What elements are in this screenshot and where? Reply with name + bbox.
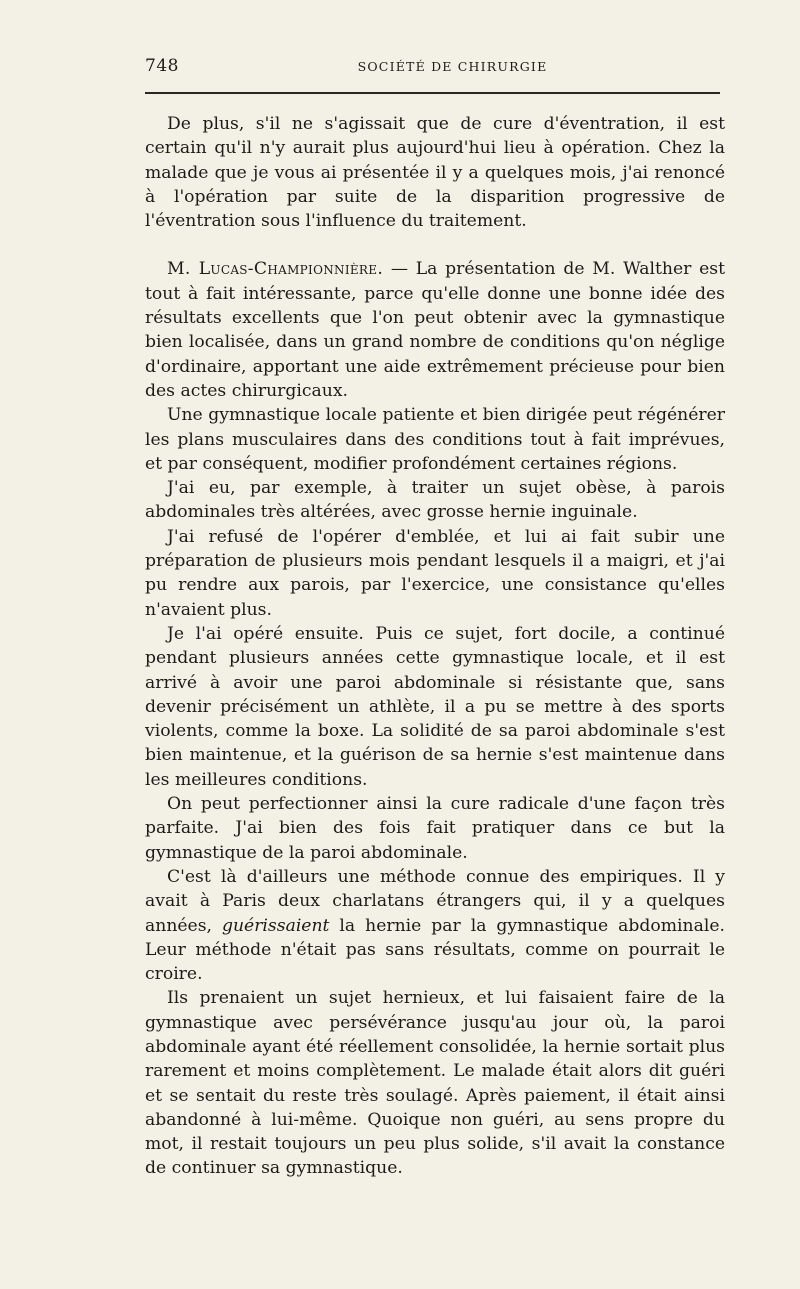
paragraph: Ils prenaient un sujet hernieux, et lui faisaient faire de la gymnastique avec persévérance jusqu'au jour où, la paroi abdominale ayant été réellement consolidée, la hernie sortait plus rarement et moins complètement. Le malade était alors dit guéri et se sentait du reste très soulagé. Après paiement, il était ainsi abandonné à lui-même. Quoique non guéri, au sens propre du mot, il restait toujours un peu plus solide, s'il avait la constance de continuer sa gymnastique.	[145, 988, 725, 1179]
paragraph-speaker	[145, 257, 725, 403]
paragraph: Une gymnastique locale patiente et bien dirigée peut régénérer les plans musculaires dans des conditions tout à fait imprévues, et par conséquent, modifier profondément certaines régions.	[145, 405, 725, 474]
speaker-text: — La présentation de M. Walther est tout à fait intéressante, parce qu'elle donne une bonne idée des résultats excellents que l'on peut obtenir avec la gymnastique bien localisée, dans un grand nombre de conditions qu'on néglige d'ordinaire, apportant une aide extrêmement précieuse pour bien des actes chirurgicaux.	[145, 259, 725, 401]
body-text	[145, 112, 725, 1181]
speaker-name: M. Lucas-Championnière.	[167, 259, 384, 280]
text-segment: la hernie par la gymnastique abdominale. Leur méthode n'était pas sans résultats, comme on pourrait le croire.	[145, 915, 725, 985]
text-segment: C'est là d'ailleurs une méthode connue des empiriques. Il y avait à Paris deux charlatans étrangers qui, il y a quelques années,	[145, 866, 725, 936]
header-rule	[145, 92, 720, 94]
paragraph: Je l'ai opéré ensuite. Puis ce sujet, fort docile, a continué pendant plusieurs années cette gymnastique locale, et il est arrivé à avoir une paroi abdominale si résistante que, sans devenir précisément un athlète, il a pu se mettre à des sports violents, comme la boxe. La solidité de sa paroi abdominale s'est bien maintenue, et la guérison de sa hernie s'est maintenue dans les meilleures conditions.	[145, 623, 725, 790]
paragraph: J'ai refusé de l'opérer d'emblée, et lui ai fait subir une préparation de plusieurs mois pendant lesquels il a maigri, et j'ai pu rendre aux parois, par l'exercice, une consistance qu'elles n'avaient plus.	[145, 526, 725, 620]
paragraph: J'ai eu, par exemple, à traiter un sujet obèse, à parois abdominales très altérées, avec grosse hernie inguinale.	[145, 478, 725, 523]
italic-term: guérissaient	[221, 915, 330, 936]
paragraph: On peut perfectionner ainsi la cure radicale d'une façon très parfaite. J'ai bien des fois fait pratiquer dans ce but la gymnastique de la paroi abdominale.	[145, 794, 725, 863]
paragraph: De plus, s'il ne s'agissait que de cure d'éventration, il est certain qu'il n'y aurait plus aujourd'hui lieu à opération. Chez la malade que je vous ai présentée il y a quelques mois, j'ai renoncé à l'opération par suite de la disparition progressive de l'éventration sous l'influence du traitement.	[145, 114, 725, 232]
paragraph	[145, 865, 725, 986]
page-number: 748	[145, 56, 179, 76]
page-header	[145, 56, 720, 86]
running-head: SOCIÉTÉ DE CHIRURGIE	[357, 59, 548, 74]
